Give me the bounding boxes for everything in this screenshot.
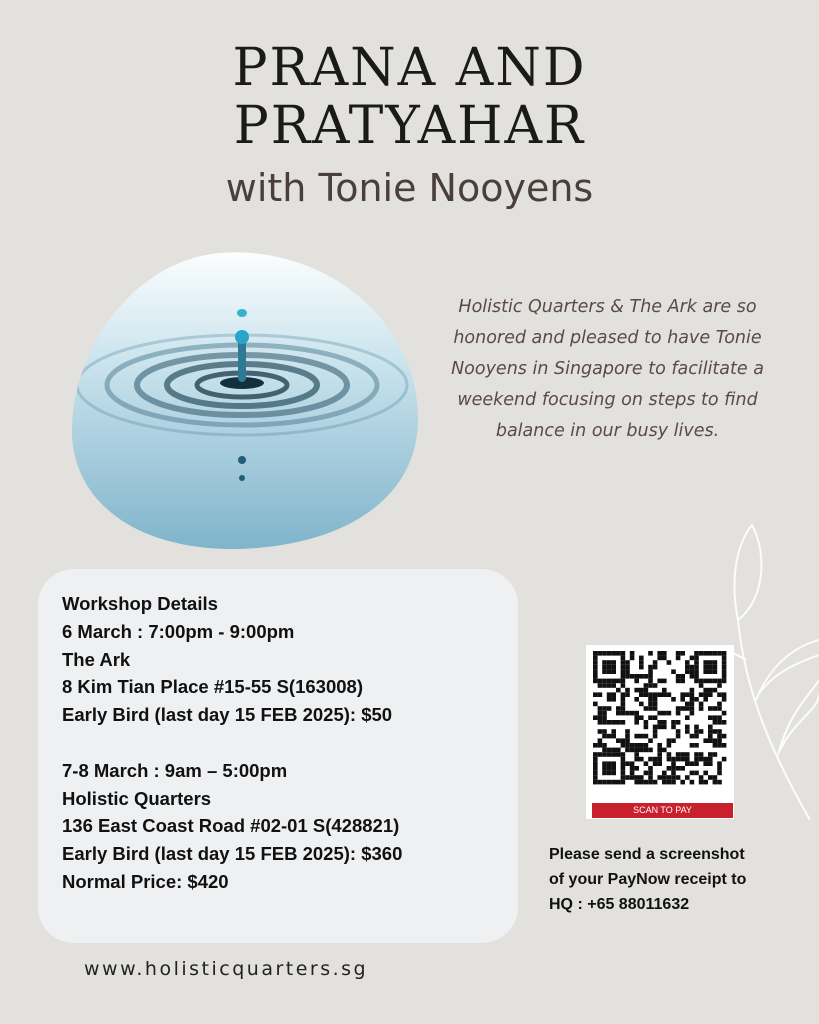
- session1-when: 6 March : 7:00pm - 9:00pm: [62, 620, 295, 642]
- paynow-line1: Please send a screenshot: [549, 846, 745, 863]
- water-drop-image: [70, 245, 420, 550]
- spacer: [62, 729, 402, 757]
- paynow-line2: of your PayNow receipt to: [549, 871, 747, 888]
- session2-address: 136 East Coast Road #02-01 S(428821): [62, 815, 400, 837]
- qr-code-icon: [586, 645, 734, 803]
- page-subtitle: with Tonie Nooyens: [225, 166, 594, 210]
- workshop-details-card: [38, 569, 518, 943]
- session1-venue: The Ark: [62, 648, 131, 670]
- paynow-qr-code[interactable]: [586, 645, 734, 819]
- paynow-line3: HQ : +65 88011632: [549, 896, 690, 913]
- session2-normal-price: Normal Price: $420: [62, 870, 229, 892]
- page-title-line1: PRANA AND: [232, 38, 587, 98]
- paynow-instructions: [549, 842, 809, 917]
- details-heading: Workshop Details: [62, 593, 218, 614]
- page-title-line2: PRATYAHAR: [233, 96, 586, 156]
- website-url[interactable]: www.holisticquarters.sg: [84, 958, 369, 980]
- session1-address: 8 Kim Tian Place #15-55 S(163008): [62, 676, 363, 698]
- session2-venue: Holistic Quarters: [62, 787, 212, 809]
- session1-early-bird: Early Bird (last day 15 FEB 2025): $50: [62, 704, 393, 726]
- intro-text: Holistic Quarters & The Ark are so honored and pleased to have Tonie Nooyens in Singapore to facilitate a weekend focusing on steps to find balance in our busy lives.: [451, 297, 764, 441]
- session2-when: 7-8 March : 9am – 5:00pm: [62, 759, 288, 781]
- scan-to-pay-label: SCAN TO PAY: [592, 803, 733, 818]
- session2-early-bird: Early Bird (last day 15 FEB 2025): $360: [62, 843, 403, 865]
